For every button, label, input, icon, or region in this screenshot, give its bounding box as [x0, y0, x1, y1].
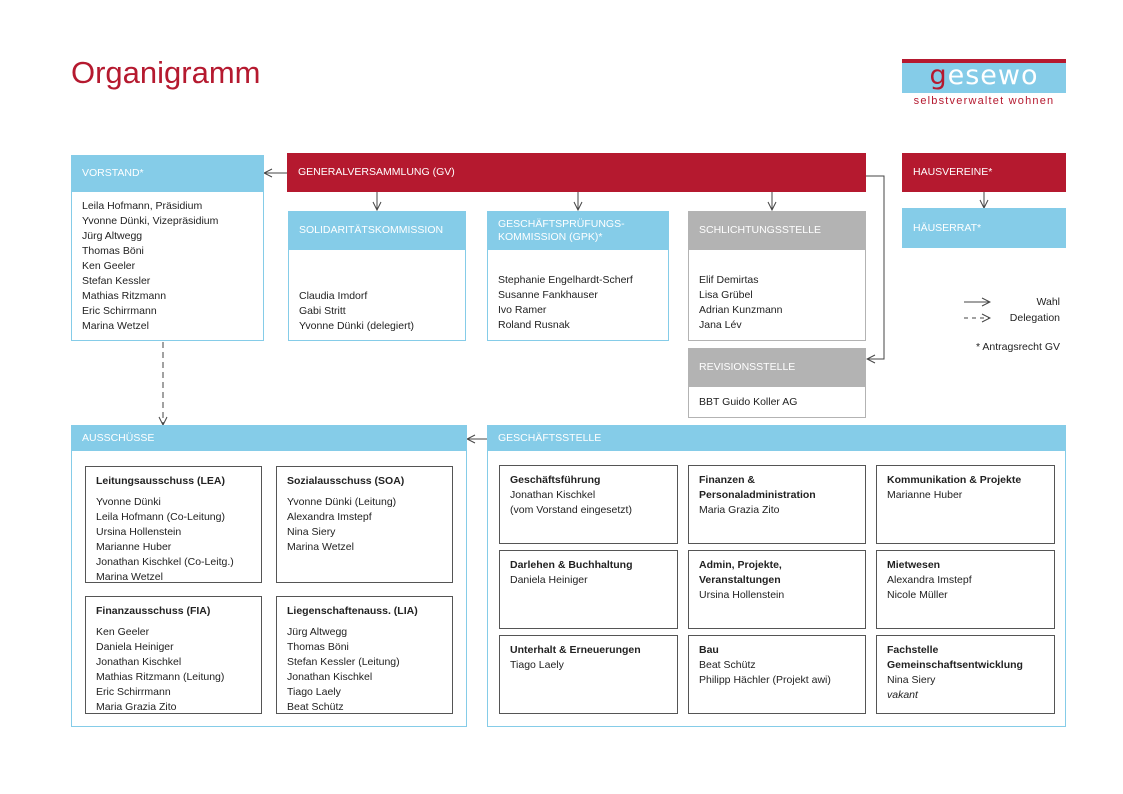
list-item: Marianne Huber — [887, 489, 963, 501]
unit-unterhalt — [499, 635, 678, 714]
list-item: Jonathan Kischkel — [510, 489, 596, 501]
legend-wahl-label: Wahl — [1036, 296, 1060, 308]
geschaeftsstelle-header: GESCHÄFTSSTELLE — [487, 425, 1066, 451]
list-item: Yvonne Dünki (delegiert) — [299, 320, 414, 332]
vorstand-members — [82, 199, 262, 334]
schlichtung-members — [699, 273, 864, 333]
unit-title: Darlehen & Buchhaltung — [510, 559, 633, 571]
list-item: Mathias Ritzmann (Leitung) — [96, 671, 225, 683]
solidaritaet-header: SOLIDARITÄTSKOMMISSION — [288, 211, 466, 250]
unit-mietwesen — [876, 550, 1055, 629]
list-item: vakant — [887, 689, 918, 701]
list-item: Nina Siery — [287, 526, 336, 538]
list-item: Jürg Altwegg — [82, 230, 143, 242]
list-item: Thomas Böni — [82, 245, 144, 257]
ausschuss-title: Finanzausschuss (FIA) — [96, 605, 211, 617]
revision-members — [699, 395, 864, 410]
list-item: Yvonne Dünki — [96, 496, 161, 508]
ausschuesse-header: AUSSCHÜSSE — [71, 425, 467, 451]
list-item: Jürg Altwegg — [287, 626, 348, 638]
list-item: Jonathan Kischkel — [287, 671, 373, 683]
list-item: Ken Geeler — [96, 626, 150, 638]
unit-title: Bau — [699, 644, 719, 656]
logo-wordmark: esewo — [947, 60, 1039, 91]
unit-kommunikation — [876, 465, 1055, 544]
ausschuss-title: Leitungsausschuss (LEA) — [96, 475, 225, 487]
list-item: Jonathan Kischkel — [96, 656, 182, 668]
list-item: Roland Rusnak — [498, 319, 570, 331]
list-item: Stefan Kessler (Leitung) — [287, 656, 400, 668]
revision-header: REVISIONSSTELLE — [688, 348, 866, 387]
list-item: Tiago Laely — [510, 659, 564, 671]
unit-darlehen — [499, 550, 678, 629]
ausschuss-soa — [276, 466, 453, 583]
ausschuss-lea — [85, 466, 262, 583]
list-item: Susanne Fankhauser — [498, 289, 598, 301]
legend-delegation-label: Delegation — [1009, 312, 1060, 324]
ausschuss-title: Sozialausschuss (SOA) — [287, 475, 405, 487]
list-item: (vom Vorstand eingesetzt) — [510, 504, 632, 516]
list-item: Alexandra Imstepf — [887, 574, 972, 586]
list-item: Stefan Kessler — [82, 275, 151, 287]
list-item: Elif Demirtas — [699, 274, 759, 286]
list-item: Eric Schirrmann — [82, 305, 157, 317]
gpk-header-line2: KOMMISSION (GPK)* — [498, 230, 603, 243]
unit-geschaeftsfuehrung — [499, 465, 678, 544]
list-item: Lisa Grübel — [699, 289, 753, 301]
list-item: Gabi Stritt — [299, 305, 346, 317]
haeuserrat-header: HÄUSERRAT* — [902, 208, 1066, 248]
list-item: Mathias Ritzmann — [82, 290, 167, 302]
list-item: Nicole Müller — [887, 589, 948, 601]
list-item: Tiago Laely — [287, 686, 341, 698]
list-item: Yvonne Dünki (Leitung) — [287, 496, 397, 508]
list-item: Eric Schirrmann — [96, 686, 171, 698]
list-item: Marina Wetzel — [287, 541, 354, 553]
logo-letter-g: g — [929, 60, 948, 91]
list-item: Marina Wetzel — [82, 320, 149, 332]
unit-title: Gemeinschaftsentwicklung — [887, 659, 1023, 671]
list-item: Jana Lév — [699, 319, 742, 331]
unit-title: Admin, Projekte, — [699, 559, 782, 571]
list-item: Claudia Imdorf — [299, 290, 368, 302]
unit-finanzen — [688, 465, 866, 544]
gpk-header-line1: GESCHÄFTSPRÜFUNGS- — [498, 217, 625, 230]
list-item: Ken Geeler — [82, 260, 136, 272]
list-item: Nina Siery — [887, 674, 936, 686]
list-item: Ivo Ramer — [498, 304, 547, 316]
list-item: Ursina Hollenstein — [96, 526, 182, 538]
list-item: Daniela Heiniger — [510, 574, 588, 586]
list-item: Philipp Hächler (Projekt awi) — [699, 674, 831, 686]
unit-title: Kommunikation & Projekte — [887, 474, 1022, 486]
unit-admin — [688, 550, 866, 629]
unit-title: Personaladministration — [699, 489, 816, 501]
list-item: Beat Schütz — [699, 659, 756, 671]
arrow-gv-revision — [866, 176, 884, 359]
vorstand-header: VORSTAND* — [71, 155, 264, 192]
ausschuss-fia — [85, 596, 262, 714]
page-title: Organigramm — [71, 55, 261, 90]
list-item: Yvonne Dünki, Vizepräsidium — [82, 215, 219, 227]
list-item: BBT Guido Koller AG — [699, 396, 798, 408]
unit-title: Fachstelle — [887, 644, 939, 656]
unit-title: Veranstaltungen — [699, 574, 781, 586]
legend-antragsrecht: * Antragsrecht GV — [975, 341, 1060, 353]
gv-header: GENERALVERSAMMLUNG (GV) — [287, 153, 866, 192]
solidaritaet-members — [299, 289, 464, 334]
list-item: Daniela Heiniger — [96, 641, 174, 653]
ausschuss-lia — [276, 596, 453, 714]
schlichtung-header: SCHLICHTUNGSSTELLE — [688, 211, 866, 250]
unit-fachstelle — [876, 635, 1055, 714]
unit-title: Finanzen & — [699, 474, 756, 486]
list-item: Maria Grazia Zito — [699, 504, 780, 516]
list-item: Maria Grazia Zito — [96, 701, 177, 713]
list-item: Stephanie Engelhardt-Scherf — [498, 274, 633, 286]
list-item: Thomas Böni — [287, 641, 349, 653]
list-item: Adrian Kunzmann — [699, 304, 783, 316]
logo-tagline: selbstverwaltet wohnen — [913, 95, 1055, 107]
list-item: Ursina Hollenstein — [699, 589, 785, 601]
list-item: Marianne Huber — [96, 541, 172, 553]
unit-title: Unterhalt & Erneuerungen — [510, 644, 641, 656]
ausschuss-title: Liegenschaftenauss. (LIA) — [287, 605, 418, 617]
list-item: Leila Hofmann, Präsidium — [82, 200, 203, 212]
list-item: Jonathan Kischkel (Co-Leitg.) — [96, 556, 234, 568]
gpk-header — [487, 211, 669, 250]
list-item: Leila Hofmann (Co-Leitung) — [96, 511, 225, 523]
list-item: Alexandra Imstepf — [287, 511, 372, 523]
gpk-members — [498, 273, 668, 333]
unit-title: Geschäftsführung — [510, 474, 601, 486]
unit-bau — [688, 635, 866, 714]
list-item: Beat Schütz — [287, 701, 344, 713]
list-item: Marina Wetzel — [96, 571, 163, 583]
unit-title: Mietwesen — [887, 559, 941, 571]
hausvereine-header: HAUSVEREINE* — [902, 153, 1066, 192]
